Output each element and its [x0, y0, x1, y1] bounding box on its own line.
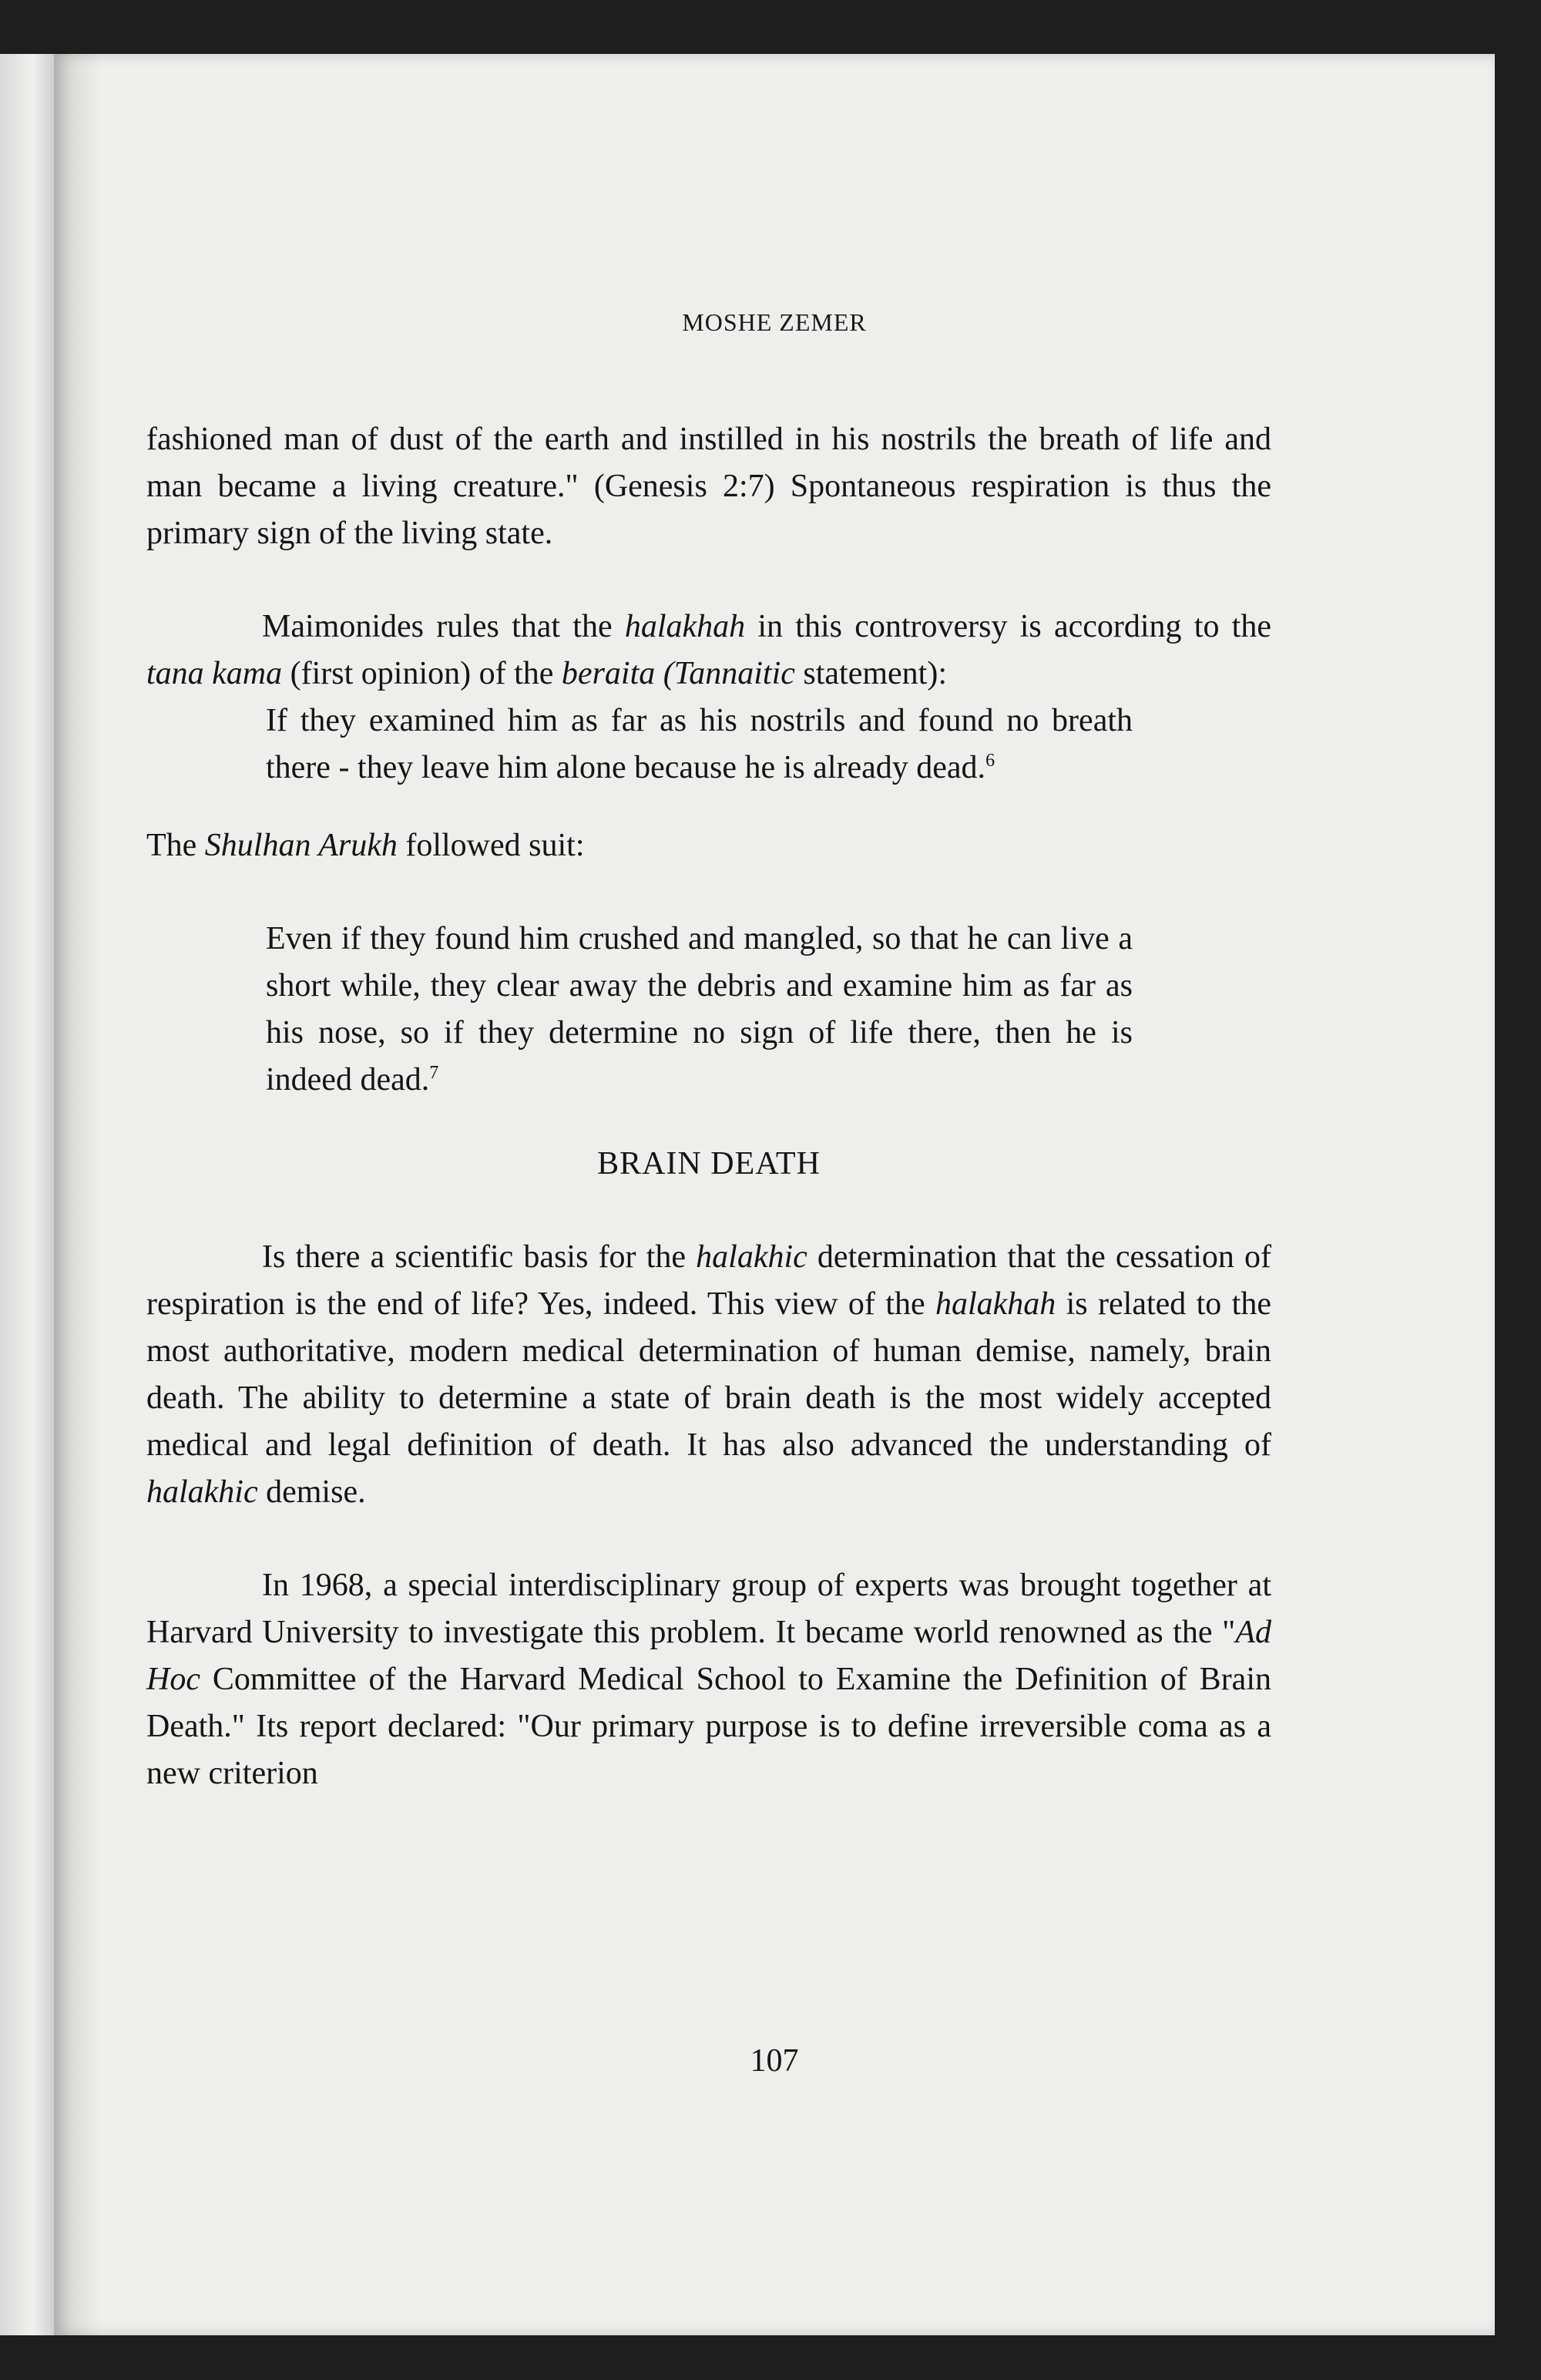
page-number: 107 — [750, 2043, 799, 2079]
block-quote-shulhan-arukh: Even if they found him crushed and mangled, so that he can live a short while, they clear away the debris and examine him as far as his nose, so if they determine no sign of life there, then he is indeed dead.$^7$ — [266, 921, 1133, 1098]
footnote-marker-7: 7 — [429, 1063, 439, 1083]
paragraph-genesis: fashioned man of dust of the earth and instilled in his nostrils the breath of life and man became a living creature." (Genesis 2:7) Spontaneous respiration is thus the primary sign of the living state. — [146, 422, 1271, 551]
book-page — [54, 54, 1495, 2335]
paragraph-maimonides: Maimonides rules that the halakhah in this controversy is according to the tana kama (first opinion) of the beraita (Tannaitic statement): — [146, 609, 1271, 691]
footnote-marker-6: 6 — [985, 751, 995, 771]
paragraph-scientific-basis: Is there a scientific basis for the halakhic determination that the cessation of respiration is the end of life? Yes, indeed. This view of the halakhah is related to the most authoritative, modern medical determination of human demise, namely, brain death. The ability to determine a state of brain death is the most widely accepted medical and legal definition of death. It has also advanced the understanding of halakhic demise. — [146, 1239, 1271, 1510]
running-head: MOSHE ZEMER — [682, 308, 867, 336]
gutter-shadow — [54, 54, 100, 2335]
body-text — [146, 416, 1271, 1797]
facing-page-edge — [0, 54, 54, 2335]
section-heading: BRAIN DEATH — [597, 1146, 821, 1182]
paragraph-harvard-committee: In 1968, a special interdisciplinary group of experts was brought together at Harvard University to investigate this problem. It became world renowned as the "Ad Hoc Committee of the Harvard Medical School to Examine the Definition of Brain Death." Its report declared: "Our primary purpose is to define irreversible coma as a new criterion — [146, 1568, 1271, 1791]
paragraph-shulhan-arukh: The Shulhan Arukh followed suit: — [146, 828, 585, 863]
block-quote-maimonides: If they examined him as far as his nostrils and found no breath there - they leave him alone because he is already dead.$^6$ — [266, 703, 1133, 785]
